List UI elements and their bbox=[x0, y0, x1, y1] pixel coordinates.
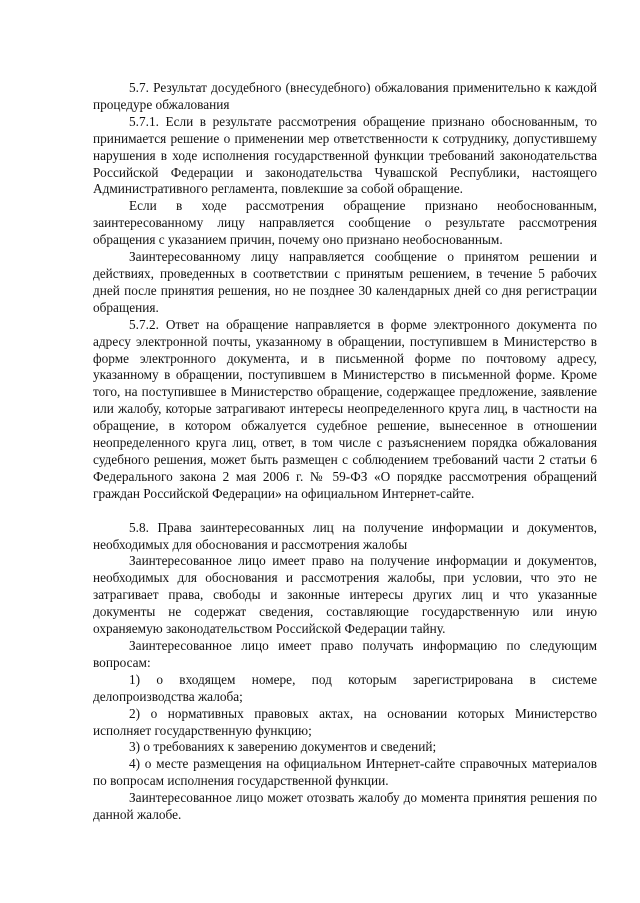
list-item-1: 1) о входящем номере, под которым зарегистрирована в системе делопроизводства жалоба; bbox=[93, 671, 597, 704]
paragraph-withdraw-complaint: Заинтересованное лицо может отозвать жалобу до момента принятия решения по данной жалобе. bbox=[93, 790, 597, 823]
list-item-3: 3) о требованиях к заверению документов и сведений; bbox=[129, 739, 437, 755]
paragraph-info-questions: Заинтересованное лицо имеет право получать информацию по следующим вопросам: bbox=[93, 638, 597, 670]
list-item-4: 4) о месте размещения на официальном Интернет-сайте справочных материалов по вопросам исполнения государственной функции. bbox=[93, 756, 597, 789]
section-spacer bbox=[93, 503, 597, 520]
paragraph-decision-notice: Заинтересованному лицу направляется сообщение о принятом решении и действиях, проведенных в соответствии с принятым решением, в течение 5 рабочих дней после принятия решения, но не позднее 30 календарных дней со дня регистрации обращения. bbox=[93, 249, 597, 315]
paragraph-unfounded: Если в ходе рассмотрения обращение признано необоснованным, заинтересованному лицу направляется сообщение о результате рассмотрения обращения с указанием причин, почему оно признано необоснованным. bbox=[93, 198, 597, 248]
paragraph-right-to-info: Заинтересованное лицо имеет право на получение информации и документов, необходимых для обоснования и рассмотрения жалобы, при условии, что это не затрагивает права, свободы и законные интересы других лиц и что указанные документы не содержат сведения, составляющие государственную или иную охраняемую законодательством Российской Федерации тайну. bbox=[93, 553, 597, 637]
paragraph-5-7-2: 5.7.2. Ответ на обращение направляется в форме электронного документа по адресу электронной почты, указанному в обращении, поступившем в Министерство в форме электронного документа, и в письменной форме по почтовому адресу, указанному в обращении, поступившем в Министерство в письменной форме. Кроме того, на поступившее в Министерство обращение, содержащее предложение, заявление или жалобу, которые затрагивают интересы неопределенного круга лиц, в частности на обращение, в котором обжалуется судебное решение, вынесенное в отношении неопределенного круга лиц, ответ, в том числе с разъяснением порядка обжалования судебного решения, может быть размещен с соблюдением требований части 2 статьи 6 Федерального закона 2 мая 2006 г. № 59-ФЗ «О порядке рассмотрения обращений граждан Российской Федерации» на официальном Интернет-сайте. bbox=[93, 316, 597, 501]
list-item-2: 2) о нормативных правовых актах, на основании которых Министерство исполняет государственную функцию; bbox=[93, 705, 597, 738]
paragraph-5-8-heading: 5.8. Права заинтересованных лиц на получение информации и документов, необходимых для обоснования и рассмотрения жалобы bbox=[93, 519, 597, 552]
document-body bbox=[93, 80, 597, 824]
paragraph-5-7-1: 5.7.1. Если в результате рассмотрения обращение признано обоснованным, то принимается решение о применении мер ответственности к сотруднику, допустившему нарушения в ходе исполнения государственной функции требований законодательства Российской Федерации и законодательства Чувашской Республики, настоящего Административного регламента, повлекшие за собой обращение. bbox=[93, 113, 597, 197]
paragraph-5-7-heading: 5.7. Результат досудебного (внесудебного) обжалования применительно к каждой процедуре обжалования bbox=[93, 80, 597, 112]
